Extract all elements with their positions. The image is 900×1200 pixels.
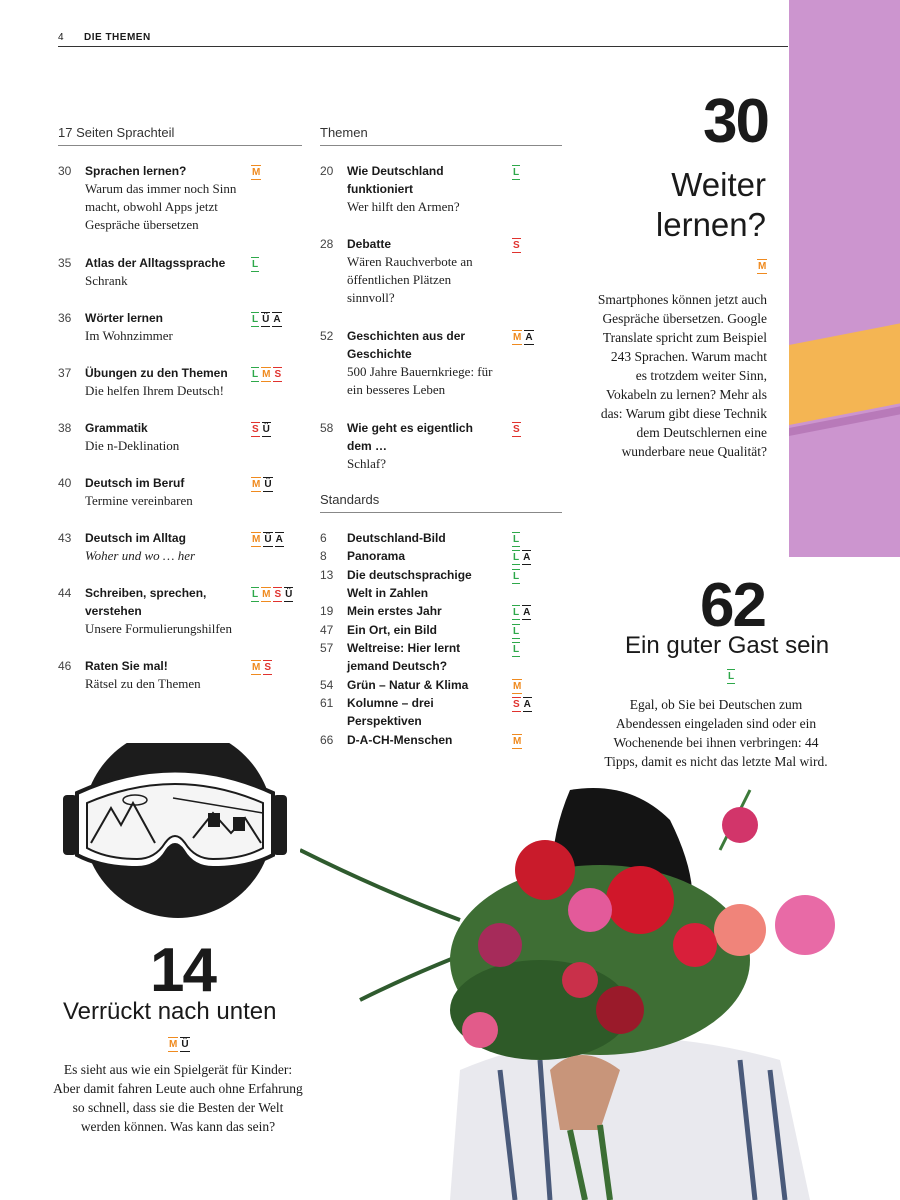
page-ref: 28 xyxy=(320,237,334,251)
entry-title: Panorama xyxy=(347,549,406,563)
entry-subtitle: Schrank xyxy=(85,273,128,288)
entry-title: Wie geht es eigentlich dem … xyxy=(347,421,473,453)
level-badges xyxy=(512,330,534,345)
level-badges xyxy=(251,312,282,327)
entry-title: Grün – Natur & Klima xyxy=(347,678,469,692)
level-badges xyxy=(251,422,271,437)
entry-subtitle: Schlaf? xyxy=(347,456,386,471)
level-badges xyxy=(512,238,521,253)
level-badge: L xyxy=(252,259,259,270)
level-badges xyxy=(512,624,520,639)
level-badge: L xyxy=(513,626,520,637)
level-badges xyxy=(251,477,273,492)
entry-subtitle: 500 Jahre Bauernkriege: für ein besseres Leben xyxy=(347,364,493,397)
level-badge: M xyxy=(513,681,522,692)
level-badge: Ü xyxy=(285,589,293,600)
level-badge: Ü xyxy=(264,534,272,545)
toc-entry[interactable] xyxy=(320,602,560,620)
feature-14-title[interactable]: Verrückt nach unten xyxy=(63,998,277,1025)
level-badges xyxy=(251,257,259,272)
entry-title: Sprachen lernen? xyxy=(85,164,187,178)
feature-14-number[interactable]: 14 xyxy=(150,936,215,1005)
entry-subtitle: Woher und wo … her xyxy=(85,548,196,563)
level-badge: M xyxy=(262,589,271,600)
feature-30-title[interactable]: Weiter lernen? xyxy=(655,166,766,243)
entry-title: Die deutschsprachige Welt in Zahlen xyxy=(347,568,472,600)
level-badges xyxy=(512,642,520,657)
purple-paper-decoration xyxy=(789,0,900,557)
entry-title: Übungen zu den Themen xyxy=(85,366,228,380)
entry-title: Deutsch im Beruf xyxy=(85,476,185,490)
toc-entry[interactable] xyxy=(320,419,560,475)
level-badges xyxy=(757,259,767,274)
standards-heading: Standards xyxy=(320,492,562,513)
page-ref: 38 xyxy=(58,421,72,435)
level-badge: S xyxy=(252,424,259,435)
toc-entry[interactable] xyxy=(58,364,303,404)
toc-entry[interactable] xyxy=(320,327,560,403)
level-badge: S xyxy=(264,662,272,673)
level-badge: Ü xyxy=(262,424,270,435)
page-ref: 20 xyxy=(320,164,334,178)
entry-subtitle: Im Wohnzimmer xyxy=(85,328,173,343)
toc-entry[interactable] xyxy=(320,566,560,602)
page-ref: 6 xyxy=(320,531,327,545)
level-badge: A xyxy=(525,332,533,343)
toc-entry[interactable] xyxy=(58,584,303,644)
entry-title: Weltreise: Hier lernt jemand Deutsch? xyxy=(347,641,461,673)
level-badge: L xyxy=(513,571,520,582)
level-badge: M xyxy=(513,332,522,343)
page-ref: 46 xyxy=(58,659,72,673)
entry-title: Kolumne – drei Perspektiven xyxy=(347,696,434,728)
entry-subtitle: Die n-Deklination xyxy=(85,438,180,453)
level-badge: L xyxy=(513,167,520,178)
level-badge: S xyxy=(274,589,282,600)
toc-entry[interactable] xyxy=(58,162,303,234)
level-badge: L xyxy=(513,534,520,545)
page-ref: 58 xyxy=(320,421,334,435)
woman-with-bouquet-photo xyxy=(300,770,900,1200)
level-badge: A xyxy=(523,552,531,563)
level-badges xyxy=(512,697,532,712)
level-badge: L xyxy=(252,589,259,600)
entry-title: Debatte xyxy=(347,237,392,251)
level-badge: M xyxy=(252,534,261,545)
toc-entry[interactable] xyxy=(320,235,560,311)
level-badge: A xyxy=(523,607,531,618)
toc-entry[interactable] xyxy=(58,419,303,459)
entry-subtitle: Rätsel zu den Themen xyxy=(85,676,201,691)
level-badges xyxy=(251,367,282,382)
level-badges xyxy=(512,422,521,437)
entry-subtitle: Die helfen Ihrem Deutsch! xyxy=(85,383,224,398)
level-badges xyxy=(251,660,272,675)
level-badge: S xyxy=(513,424,520,435)
level-badges xyxy=(512,532,520,547)
toc-entry[interactable] xyxy=(58,254,303,294)
page-ref: 8 xyxy=(320,549,327,563)
level-badge: M xyxy=(169,1039,178,1050)
level-badge: A xyxy=(275,534,283,545)
level-badge: M xyxy=(252,167,261,178)
level-badge: L xyxy=(252,369,259,380)
entry-subtitle: Termine vereinbaren xyxy=(85,493,193,508)
page-ref: 13 xyxy=(320,568,334,582)
toc-entry[interactable] xyxy=(320,529,560,547)
entry-title: Wörter lernen xyxy=(85,311,164,325)
entry-title: Mein erstes Jahr xyxy=(347,604,442,618)
level-badges xyxy=(168,1037,190,1052)
page-ref: 43 xyxy=(58,531,72,545)
toc-entry[interactable] xyxy=(58,657,303,697)
entry-subtitle: Unsere Formulierungshilfen xyxy=(85,621,232,636)
level-badges xyxy=(512,550,531,565)
page-ref: 61 xyxy=(320,696,334,710)
level-badge: L xyxy=(252,314,259,325)
page-ref: 52 xyxy=(320,329,334,343)
entry-subtitle: Wären Rauchverbote an öffentlichen Plätzen sinnvoll? xyxy=(347,254,473,305)
page-header xyxy=(58,32,788,47)
page-ref: 44 xyxy=(58,586,72,600)
feature-14-text: Es sieht aus wie ein Spielgerät für Kinder: Aber damit fahren Leute auch ohne Erfahrung so schnell, dass sie die Besten der Welt werden können. Was kann das sein? xyxy=(53,1062,303,1134)
ski-goggles-icon xyxy=(63,743,287,918)
level-badge: Ü xyxy=(262,314,270,325)
level-badge: M xyxy=(513,736,522,747)
level-badge: L xyxy=(513,552,520,563)
page-ref: 40 xyxy=(58,476,72,490)
entry-title: Ein Ort, ein Bild xyxy=(347,623,438,637)
level-badge: S xyxy=(274,369,282,380)
page-ref: 54 xyxy=(320,678,334,692)
level-badge: M xyxy=(252,662,261,673)
feature-30-number[interactable]: 30 xyxy=(703,87,768,156)
toc-entry[interactable] xyxy=(320,639,560,675)
level-badge: Ü xyxy=(181,1039,189,1050)
page-ref: 36 xyxy=(58,311,72,325)
page-ref: 19 xyxy=(320,604,334,618)
toc-entry[interactable] xyxy=(58,474,303,514)
toc-entry[interactable] xyxy=(58,309,303,349)
page-number: 4 xyxy=(58,32,65,43)
level-badges xyxy=(512,679,522,694)
feature-62-title[interactable]: Ein guter Gast sein xyxy=(625,632,830,659)
feature-62-text: Egal, ob Sie bei Deutschen zum Abendessen eingeladen sind oder ein Wochenende bei ihnen verbringen: 44 Tipps, damit es nicht das letzte Mal wird. xyxy=(604,697,828,769)
level-badge: M xyxy=(758,261,767,272)
page-ref: 35 xyxy=(58,256,72,270)
toc-entry[interactable] xyxy=(320,547,560,565)
level-badges xyxy=(727,669,735,684)
entry-title: Geschichten aus der Geschichte xyxy=(347,329,466,361)
level-badges xyxy=(512,734,522,749)
entry-subtitle: Wer hilft den Armen? xyxy=(347,199,460,214)
page-ref: 47 xyxy=(320,623,334,637)
level-badge: A xyxy=(523,699,531,710)
level-badge: L xyxy=(728,671,735,682)
toc-entry[interactable] xyxy=(320,676,560,694)
toc-entry[interactable] xyxy=(320,621,560,639)
level-badge: M xyxy=(262,369,271,380)
toc-entry[interactable] xyxy=(320,694,560,730)
toc-entry[interactable] xyxy=(58,529,303,569)
toc-entry[interactable] xyxy=(320,731,560,749)
section-title: DIE THEMEN xyxy=(84,32,151,43)
level-badges xyxy=(512,569,520,584)
entry-title: Deutsch im Alltag xyxy=(85,531,186,545)
sprachteil-heading: 17 Seiten Sprachteil xyxy=(58,125,302,146)
entry-title: Grammatik xyxy=(85,421,148,435)
level-badge: L xyxy=(513,644,520,655)
level-badges xyxy=(251,587,293,602)
themen-heading: Themen xyxy=(320,125,562,146)
level-badge: S xyxy=(513,699,520,710)
entry-title: Atlas der Alltagssprache xyxy=(85,256,226,270)
toc-entry[interactable] xyxy=(320,162,560,218)
level-badge: Ü xyxy=(264,479,272,490)
page-ref: 37 xyxy=(58,366,72,380)
page-ref: 57 xyxy=(320,641,334,655)
level-badge: M xyxy=(252,479,261,490)
feature-30-text: Smartphones können jetzt auch Gespräche übersetzen. Google Translate spricht zum Beispiel 243 Sprachen. Warum macht es trotzdem weiter Sinn, Vokabeln zu lernen? Mehr als das: Warum gibt diese Technik dem Deutschlernen eine wunderbare neue Qualität? xyxy=(597,292,767,459)
level-badges xyxy=(251,532,284,547)
entry-title: Wie Deutschland funktioniert xyxy=(347,164,444,196)
entry-subtitle: Warum das immer noch Sinn macht, obwohl Apps jetzt Gespräche übersetzen xyxy=(85,181,237,232)
page-ref: 66 xyxy=(320,733,334,747)
entry-title: Raten Sie mal! xyxy=(85,659,168,673)
page-ref: 30 xyxy=(58,164,72,178)
level-badges xyxy=(251,165,261,180)
level-badge: S xyxy=(513,240,520,251)
level-badge: A xyxy=(273,314,281,325)
entry-title: Schreiben, sprechen, verstehen xyxy=(85,586,207,618)
entry-title: Deutschland-Bild xyxy=(347,531,446,545)
level-badge: L xyxy=(513,607,520,618)
feature-62-number[interactable]: 62 xyxy=(700,571,765,640)
level-badges xyxy=(512,165,520,180)
entry-title: D-A-CH-Menschen xyxy=(347,733,453,747)
level-badges xyxy=(512,605,531,620)
